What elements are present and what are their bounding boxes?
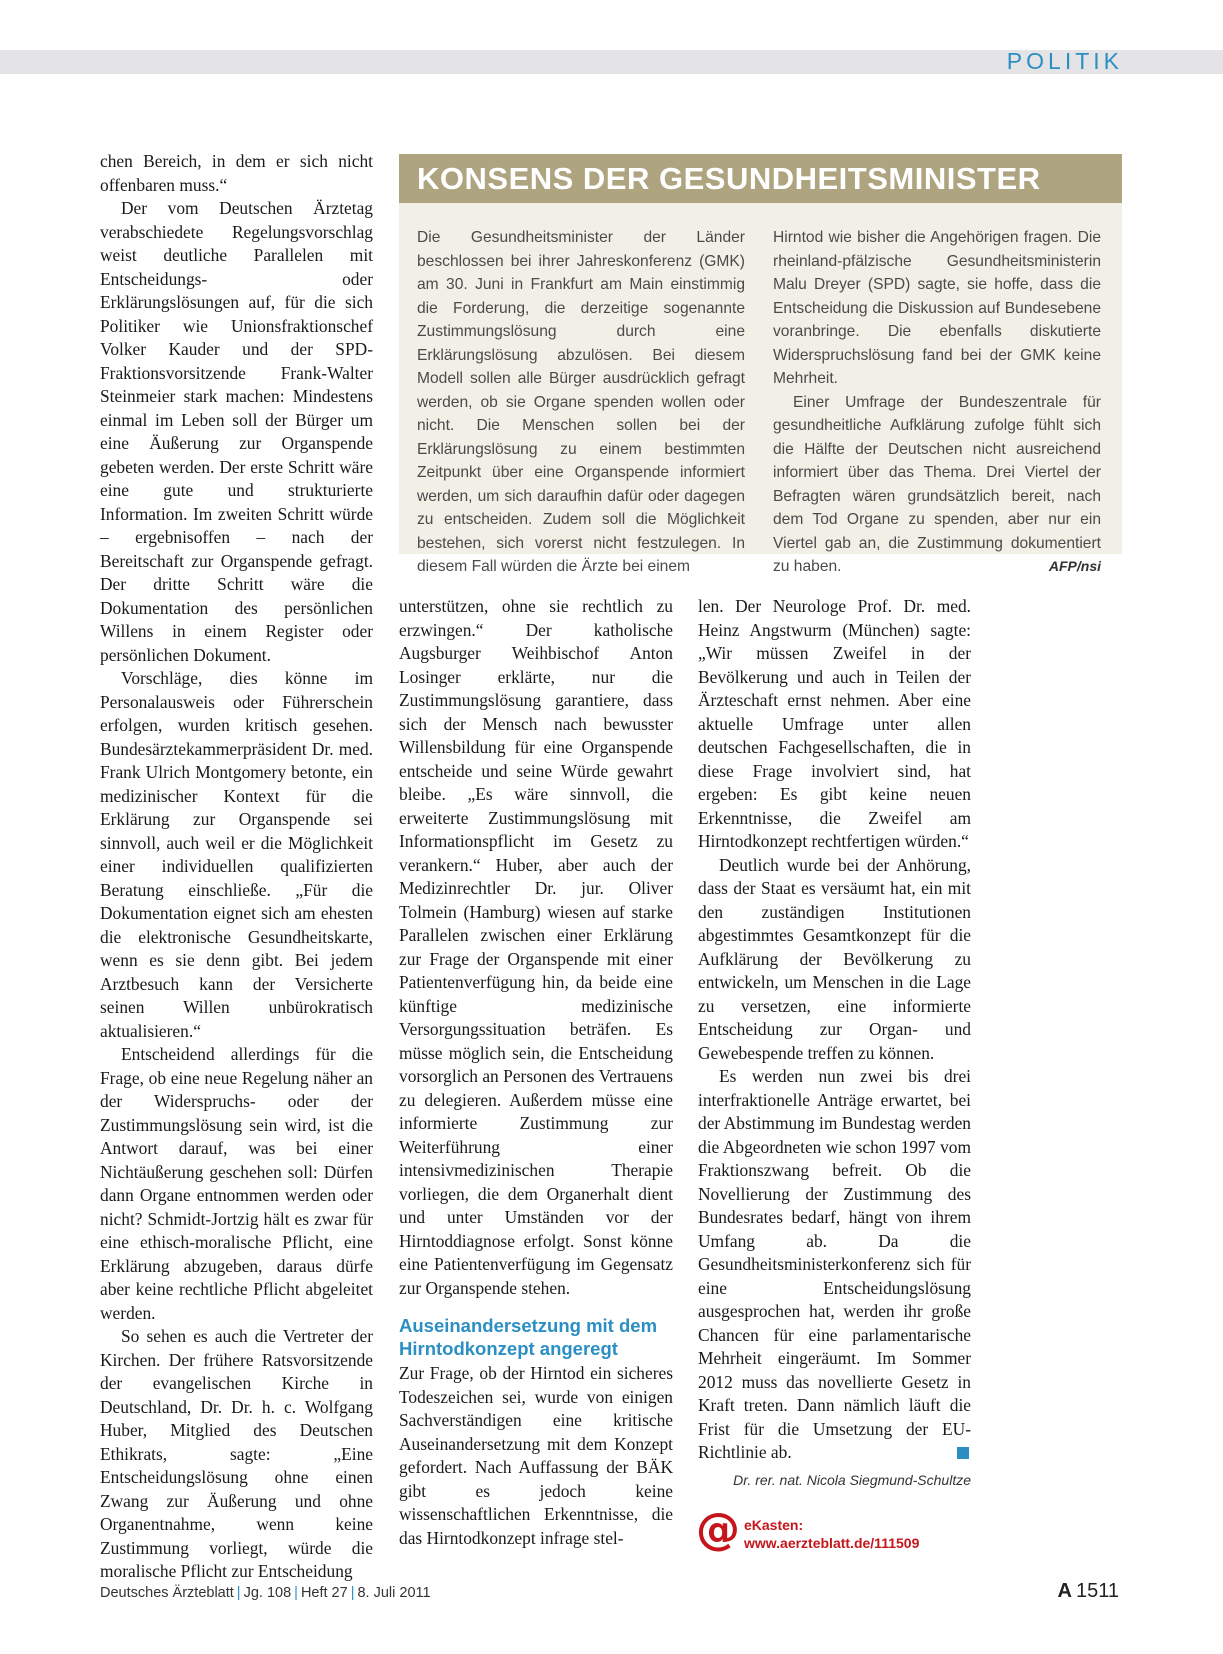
- ekasten-text: [744, 1516, 919, 1552]
- paragraph: So sehen es auch die Vertreter der Kirchen. Der frühere Ratsvorsitzende der evangelischen Kirche in Deutschland, Dr. Dr. h. c. Wolfgang Huber, Mitglied des Deutschen Ethikrats, sagte: „Eine Entscheidungslösung ohne einen Zwang zur Äußerung und ohne Organentnahme, wenn keine Zustimmung vorliegt, würde die moralische Pflicht zur Entscheidung: [100, 1326, 373, 1581]
- ekasten-url[interactable]: www.aerzteblatt.de/111509: [744, 1535, 920, 1551]
- footer-volume: Jg. 108: [243, 1585, 292, 1601]
- paragraph: Entscheidend allerdings für die Frage, ob eine neue Regelung näher an der Widerspruchs- oder der Zustimmungslösung sein wird, ist die Antwort darauf, was bei einer Nichtäußerung geschehen soll: Dürfen dann Organe entnommen werden oder nicht? Schmidt-Jortzig hält es zwar für eine ethisch-moralische Pflicht, eine Erklärung abzugeben, daraus dürfe aber keine rechtliche Pflicht abgeleitet werden.: [100, 1044, 373, 1323]
- paragraph: Der vom Deutschen Ärztetag verabschiedete Regelungsvorschlag weist deutliche Parallelen mit Entscheidungs- oder Erklärungslösungen auf, für die sich Politiker wie Unionsfraktionschef Volker Kauder und der SPD-Fraktionsvorsitzende Frank-Walter Steinmeier stark machen: Mindestens einmal im Leben soll der Bürger um eine Äußerung zur Organspende gebeten werden. Der erste Schritt wäre eine gute und strukturierte Information. Im zweiten Schritt würde – ergebnisoffen – nach der Bereitschaft zur Organspende gefragt. Der dritte Schritt wäre die Dokumentation des persönlichen Willens in einem Register oder persönlichen Dokument.: [100, 198, 373, 665]
- page-number-value: 1511: [1075, 1580, 1119, 1602]
- article-column-2: [399, 595, 673, 1550]
- paragraph: Zur Frage, ob der Hirntod ein sicheres Todeszeichen sei, wurde von einigen Sachverständigen eine kritische Auseinandersetzung mit dem Konzept gefordert. Nach Auffassung der BÄK gibt es jedoch keine wissenschaftlichen Erkenntnisse, die das Hirntodkonzept infrage stel-: [399, 1363, 673, 1548]
- ekasten-label: eKasten:: [744, 1517, 804, 1533]
- ekasten-link[interactable]: [696, 1504, 956, 1560]
- page-number: [1058, 1580, 1119, 1603]
- article-column-1: [100, 150, 373, 1584]
- article-column-3: [698, 595, 971, 1492]
- page-prefix: A: [1057, 1580, 1072, 1602]
- info-box-column-left: [417, 226, 745, 579]
- footer-separator: |: [350, 1585, 355, 1601]
- end-mark-icon: [957, 1447, 969, 1459]
- info-box-column-right: [773, 226, 1101, 579]
- paragraph: len. Der Neurologe Prof. Dr. med. Heinz Angstwurm (München) sagte: „Wir müssen Zweifel in der Bevölkerung und auch in Teilen der Ärzteschaft ernst nehmen. Aber eine aktuelle Umfrage unter allen deutschen Fachgesellschaften, die in diese Frage involviert sind, hat ergeben: Es gibt keine neuen Erkenntnisse, die Zweifel am Hirntodkonzept rechtfertigen würden.“: [698, 596, 971, 851]
- footer-issue: Heft 27: [300, 1585, 348, 1601]
- author-byline: Dr. rer. nat. Nicola Siegmund-Schultze: [733, 1471, 971, 1488]
- info-box-paragraph: Hirntod wie bisher die Angehörigen fragen. Die rheinland-pfälzische Gesundheitsministerin Malu Dreyer (SPD) sagte, sie hoffe, dass die Entscheidung die Diskussion auf Bundesebene voranbringe. Die ebenfalls diskutierte Widerspruchslösung fand bei der GMK keine Mehrheit.: [773, 229, 1101, 387]
- paragraph: Deutlich wurde bei der Anhörung, dass der Staat es versäumt hat, ein mit den zuständigen Institutionen abgestimmtes Gesamtkonzept für die Aufklärung der Bevölkerung zu entwickeln, um Menschen in die Lage zu versetzen, eine informierte Entscheidung zur Organ- und Gewebespende treffen zu können.: [698, 854, 971, 1063]
- info-box: [399, 154, 1122, 575]
- paragraph: [698, 1065, 971, 1465]
- info-box-title: KONSENS DER GESUNDHEITSMINISTER: [399, 154, 1122, 203]
- paragraph: unterstützen, ohne sie rechtlich zu erzwingen.“ Der katholische Augsburger Weihbischof Anton Losinger erklärte, nur die Zustimmungslösung garantiere, dass sich der Mensch nach bewusster Willensbildung für eine Organspende entscheide und seine Würde gewahrt bleibe. „Es wäre sinnvoll, die erweiterte Zustimmungslösung mit Informationspflicht im Gesetz zu verankern.“ Huber, aber auch der Medizinrechtler Dr. jur. Oliver Tolmein (Hamburg) wiesen auf starke Parallelen zwischen einer Erklärung zur Frage der Organspende mit einer Patientenverfügung hin, da beide eine künftige medizinische Versorgungssituation beträfen. Es müsse möglich sein, die Entscheidung vorsorglich an Personen des Vertrauens zu delegieren. Außerdem müsse eine informierte Zustimmung zur Weiterführung einer intensivmedizinischen Therapie vorliegen, die dem Organerhalt dient und unter Umständen vor der Hirntoddiagnose erfolgt. Sonst könne eine Patientenverfügung im Gegensatz zur Organspende stehen.: [399, 596, 673, 1298]
- paragraph: chen Bereich, in dem er sich nicht offenbaren muss.“: [100, 151, 373, 195]
- section-label: POLITIK: [1006, 48, 1123, 74]
- footer-separator: |: [294, 1585, 298, 1601]
- info-box-paragraph: Die Gesundheitsminister der Länder beschlossen bei ihrer Jahreskonferenz (GMK) am 30. Juni in Frankfurt am Main einstimmig die Forderung, die derzeitige sogenannte Zustimmungslösung durch eine Erklärungslösung abzulösen. Bei diesem Modell sollen alle Bürger ausdrücklich gefragt werden, ob sie Organe spenden wollen oder nicht. Die Menschen sollen bei der Erklärungslösung zu einem bestimmten Zeitpunkt über eine Organspende informiert werden, um sich daraufhin dafür oder dagegen zu entscheiden. Zudem soll die Möglichkeit bestehen, sich vorerst nicht festzulegen. In diesem Fall würden die Ärzte bei einem: [417, 229, 745, 575]
- footer-citation: [100, 1585, 431, 1601]
- at-sign-icon: @: [696, 1504, 740, 1555]
- footer-journal: Deutsches Ärzteblatt: [100, 1585, 234, 1601]
- info-box-paragraph: [773, 391, 1101, 579]
- footer-date: 8. Juli 2011: [357, 1585, 431, 1601]
- footer-separator: |: [236, 1585, 241, 1601]
- info-box-paragraph-text: Einer Umfrage der Bundeszentrale für gesundheitliche Aufklärung zufolge fühlt sich die Hälfte der Deutschen nicht ausreichend informiert über das Thema. Drei Viertel der Befragten wären grundsätzlich bereit, nach dem Tod Organe zu spenden, aber nur ein Viertel gab an, die Zustimmung dokumentiert zu haben.: [773, 393, 1101, 575]
- paragraph: Vorschläge, dies könne im Personalausweis oder Führerschein erfolgen, wurden kritisch gesehen. Bundesärztekammerpräsident Dr. med. Frank Ulrich Montgomery betonte, ein medizinischer Kontext für die Erklärung zur Organspende sei sinnvoll, auch weil er die Möglichkeit einer individuellen qualifizierten Beratung einschließe. „Für die Dokumentation eignet sich am ehesten die elektronische Gesundheitskarte, wenn es sie denn gibt. Bei jedem Arztbesuch kann der Versicherte seinen Willen unbürokratisch aktualisieren.“: [100, 668, 373, 1041]
- paragraph-text: Es werden nun zwei bis drei interfraktionelle Anträge erwartet, bei der Abstimmung im Bundestag werden die Abgeordneten wie schon 1997 vom Fraktionszwang befreit. Ob die Novellierung der Zustimmung des Bundesrates bedarf, hängt von ihrem Umfang ab. Da die Gesundheitsministerkonferenz sich für eine Entscheidungslösung ausgesprochen hat, werden ihr große Chancen für eine parlamentarische Mehrheit eingeräumt. Im Sommer 2012 muss das novellierte Gesetz in Kraft treten. Dann nämlich läuft die Frist für die Umsetzung der EU-Richtlinie ab.: [698, 1066, 971, 1462]
- info-box-credit: AFP/nsi: [1048, 558, 1101, 574]
- subheading: Auseinandersetzung mit dem Hirntodkonzept angeregt: [399, 1315, 658, 1359]
